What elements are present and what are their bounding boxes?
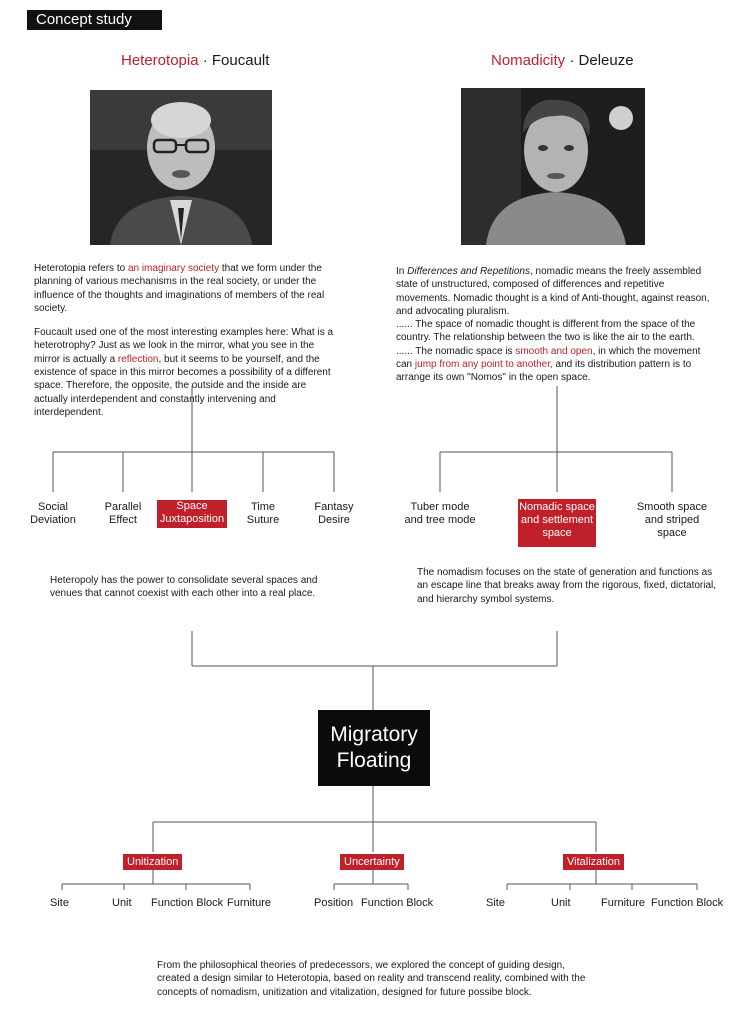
heterotopia-paragraph-2: Foucault used one of the most interesting examples here: What is a heterotrophy? Just as we look in the mirror, what you see in the mirror is actually a reflection, but it seems to be yourself, and the existence of space in this mirror becomes a possibility of a different space. Therefore, the opposite, the outside and the inside are actually interdependent and constantly intervening and interdependent. xyxy=(34,327,334,418)
heading-author: · Deleuze xyxy=(565,52,634,69)
leaf-furniture: Furniture xyxy=(227,897,272,909)
nomadicity-paragraph-1: In Differences and Repetitions, nomadic means the freely assembled state of unstructured, composed of differences and repetitive movements. Nomadic thought is a kind of Anti-thought, against reason, and advocating pluralism. xyxy=(396,266,710,317)
heading-keyword: Nomadicity xyxy=(491,52,566,69)
leaf-furniture: Furniture xyxy=(601,897,646,909)
node-time-suture: Time Suture xyxy=(246,501,280,526)
leaf-site: Site xyxy=(50,897,69,909)
node-fantasy-desire: Fantasy Desire xyxy=(314,501,354,526)
leaf-unit: Unit xyxy=(551,897,571,909)
nomadicity-summary: The nomadism focuses on the state of generation and functions as an escape line that breaks away from the rigorous, fixed, dictatorial, and hierarchy symbol systems. xyxy=(417,567,717,605)
node-nomadic-space: Nomadic space and settlement space xyxy=(518,499,596,547)
footer-statement: From the philosophical theories of predecessors, we explored the concept of guiding design, created a design similar to Heterotopia, based on reality and transcend reality, combined with the concepts of nomadism, unitization and vitalization, designed for future possibe block. xyxy=(157,960,586,998)
sub-uncertainty: Uncertainty xyxy=(340,854,404,870)
migratory-floating-box xyxy=(318,710,430,786)
node-tuber-mode: Tuber mode and tree mode xyxy=(404,501,476,526)
heading-author: · Foucault xyxy=(198,52,270,69)
sub-unitization: Unitization xyxy=(123,854,182,870)
node-social-deviation: Social Deviation xyxy=(30,501,76,526)
heterotopia-paragraph-1: Heterotopia refers to an imaginary society that we form under the planning of various mechanisms in the real society, or under the influence of the thoughts and imaginations of members of the real society. xyxy=(34,263,325,314)
nomadicity-paragraph-2: ...... The space of nomadic thought is different from the space of the country. The relationship between the two is like the air to the earth. xyxy=(396,319,696,344)
nomadicity-paragraph-3: ...... The nomadic space is smooth and open, in which the movement can jump from any point to another, and its distribution pattern is to arrange its own "Nomos" in the open space. xyxy=(396,345,701,384)
leaf-site: Site xyxy=(486,897,505,909)
heading-keyword: Heterotopia xyxy=(121,52,199,69)
section-tag: Concept study xyxy=(27,10,162,30)
leaf-position: Position xyxy=(314,897,354,909)
node-parallel-effect: Parallel Effect xyxy=(104,501,142,526)
leaf-function-block: Function Block xyxy=(651,897,724,909)
center-line-2: Floating xyxy=(336,749,412,772)
heterotopia-summary: Heteropoly has the power to consolidate several spaces and venues that cannot coexist with each other into a real place. xyxy=(50,575,318,600)
leaf-function-block: Function Block xyxy=(151,897,224,909)
leaf-unit: Unit xyxy=(112,897,132,909)
node-smooth-space: Smooth space and striped space xyxy=(636,501,708,539)
node-space-juxtaposition: Space Juxtaposition xyxy=(157,500,227,528)
sub-vitalization: Vitalization xyxy=(563,854,624,870)
leaf-function-block: Function Block xyxy=(361,897,434,909)
center-line-1: Migratory xyxy=(330,723,418,746)
